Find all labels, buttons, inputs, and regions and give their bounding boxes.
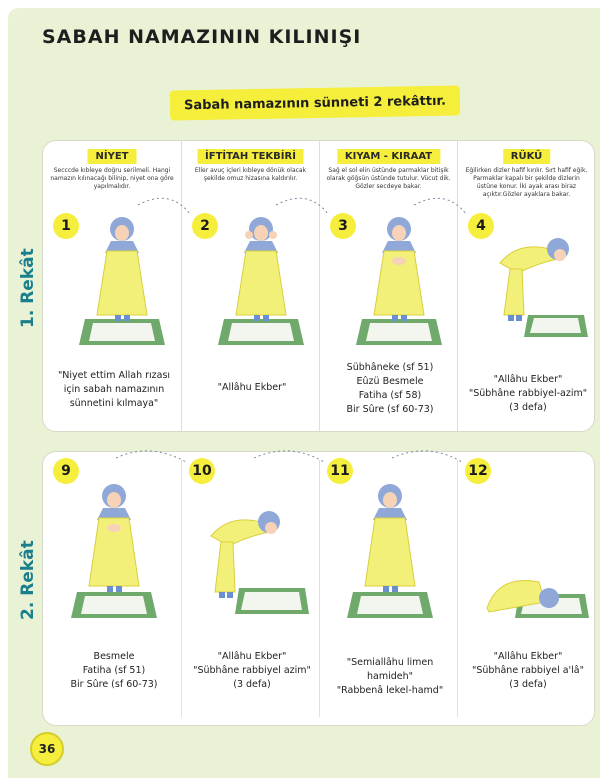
step-9-recitation: Besmele Fatiha (sf 51) Bir Sûre (sf 60-73) [70, 651, 158, 690]
step-number: 1 [53, 213, 79, 239]
step-number: 9 [53, 458, 79, 484]
step-number: 11 [327, 458, 353, 484]
step-4-recitation: "Allâhu Ekber" "Sübhâne rabbiyel-azim" (3 defa) [468, 374, 588, 413]
step-number: 3 [330, 213, 356, 239]
step-12-recitation: "Allâhu Ekber" "Sübhâne rabbiyel a'lâ" (3 defa) [472, 651, 584, 690]
step-11-recitation: "Semiallâhu limen hamideh" "Rabbenâ lekel-hamd" [336, 657, 444, 696]
step-description: Eğilirken dizler hafif kırılır. Sırt hafif eğik. Parmaklar kapalı bir şekilde dizlerin üstüne konur. İki ayak arası biraz açıktır.Gözler ayaklara bakar. [465, 167, 588, 198]
step-heading: RÜKÛ [503, 149, 551, 164]
step-number: 4 [468, 213, 494, 239]
step-description: Eller avuç içleri kıbleye dönük olacak şekilde omuz hizasına kaldırılır. [194, 167, 307, 182]
step-number: 10 [189, 458, 215, 484]
step-2-recitation: "Allâhu Ekber" [217, 382, 287, 393]
step-number: 12 [465, 458, 491, 484]
step-1-recitation: "Niyet ettim Allah rızası için sabah namazının sünnetini kılmaya" [57, 370, 171, 409]
step-description: Sağ el sol elin üstünde parmaklar bitişik olarak göğsün üstünde tutulur. Vücut dik. Gözler secdeye bakar. [326, 167, 451, 190]
intro-banner: Sabah namazının sünneti 2 rekâttır. [170, 85, 460, 120]
step-heading: NİYET [88, 149, 137, 164]
rekat-1-side-label: 1. Rekât [18, 248, 38, 328]
step-heading: KIYAM - KIRAAT [337, 149, 440, 164]
step-3-recitation: Sübhâneke (sf 51) Eûzü Besmele Fatiha (sf 58) Bir Sûre (sf 60-73) [346, 362, 434, 415]
step-heading: İFTİTAH TEKBİRİ [197, 149, 304, 164]
page-number: 36 [30, 732, 64, 766]
step-number: 2 [192, 213, 218, 239]
page-title: SABAH NAMAZININ KILINIŞI [42, 26, 362, 48]
rekat-2-side-label: 2. Rekât [18, 540, 38, 620]
step-description: Secccde kıbleye doğru serilmeli. Hangi namazın kılınacağı bilinip, niyet ona göre yapılmalıdır. [50, 167, 174, 190]
step-10-recitation: "Allâhu Ekber" "Sübhâne rabbiyel azim" (3 defa) [193, 651, 311, 690]
